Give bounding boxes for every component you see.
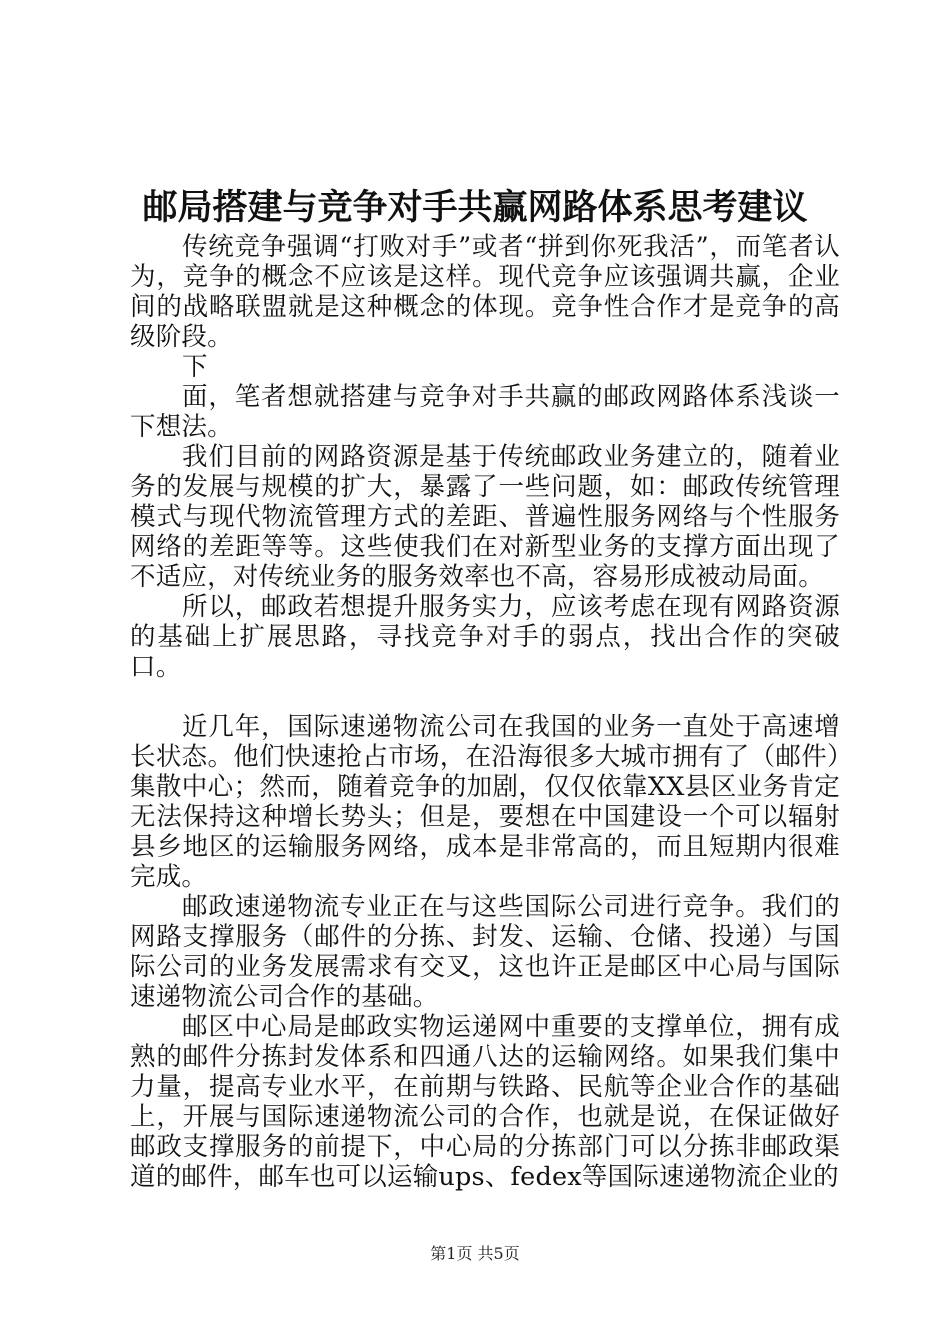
paragraph-intro: 传统竞争强调“打败对手”或者“拼到你死我活”，而笔者认为，竞争的概念不应该是这样。现代竞争应该强调共赢，企业间的战略联盟就是这种概念的体现。竞争性合作才是竞争的高级阶段。 bbox=[130, 232, 840, 352]
page-footer: 第1页 共5页 bbox=[430, 1244, 520, 1263]
paragraph-center-bureau: 邮区中心局是邮政实物运递网中重要的支撑单位，拥有成熟的邮件分拣封发体系和四通八达的运输网络。如果我们集中力量，提高专业水平，在前期与铁路、民航等企业合作的基础上，开展与国际速递物流公司的合作，也就是说，在保证做好邮政支撑服务的前提下，中心局的分拣部门可以分拣非邮政渠道的邮件，邮车也可以运输ups、fedex等国际速递物流企业的 bbox=[130, 1012, 840, 1192]
paragraph-fragment: 下 bbox=[182, 352, 208, 382]
paragraph-competition: 邮政速递物流专业正在与这些国际公司进行竞争。我们的网路支撑服务（邮件的分拣、封发、运输、仓储、投递）与国际公司的业务发展需求有交叉，这也许正是邮区中心局与国际速递物流公司合作的基础。 bbox=[130, 892, 840, 1012]
paragraph-recent-years: 近几年，国际速递物流公司在我国的业务一直处于高速增长状态。他们快速抢占市场，在沿海很多大城市拥有了（邮件）集散中心；然而，随着竞争的加剧，仅仅依靠XX县区业务肯定无法保持这种增长势头；但是，要想在中国建设一个可以辐射县乡地区的运输服务网络，成本是非常高的，而且短期内很难完成。 bbox=[130, 712, 840, 892]
paragraph-current-resources: 我们目前的网路资源是基于传统邮政业务建立的，随着业务的发展与规模的扩大，暴露了一些问题，如：邮政传统管理模式与现代物流管理方式的差距、普遍性服务网络与个性服务网络的差距等等。这些使我们在对新型业务的支撑方面出现了不适应，对传统业务的服务效率也不高，容易形成被动局面。 bbox=[130, 442, 840, 592]
paragraph-spacer bbox=[130, 682, 840, 712]
document-body bbox=[130, 232, 840, 1192]
paragraph-next-idea: 面，笔者想就搭建与竞争对手共赢的邮政网路体系浅谈一下想法。 bbox=[130, 382, 840, 442]
document-title: 邮局搭建与竞争对手共赢网路体系思考建议 bbox=[142, 187, 808, 228]
paragraph-therefore: 所以，邮政若想提升服务实力，应该考虑在现有网路资源的基础上扩展思路，寻找竞争对手的弱点，找出合作的突破口。 bbox=[130, 592, 840, 682]
